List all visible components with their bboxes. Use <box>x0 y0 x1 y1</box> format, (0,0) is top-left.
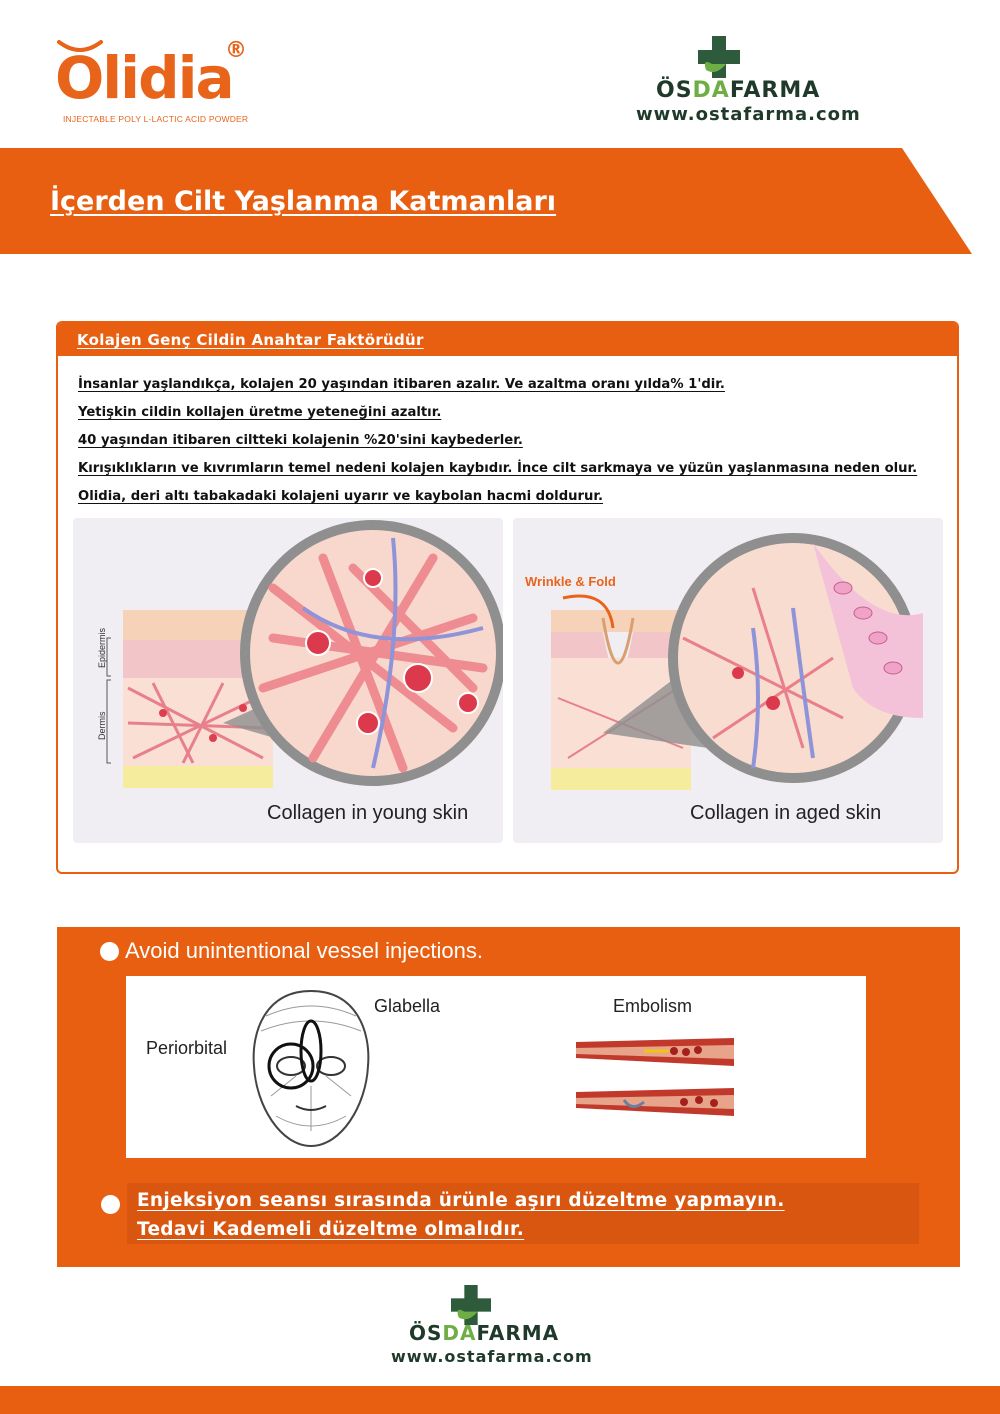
olidia-wordmark: Olidia <box>55 44 233 112</box>
info-line: Yetişkin cildin kollajen üretme yeteneğini azaltır. <box>78 405 442 420</box>
company-name-part1: ÖS <box>656 78 693 103</box>
young-skin-panel <box>73 518 503 843</box>
company-name-part3: FARMA <box>729 78 821 103</box>
pharmacy-cross-icon <box>451 1285 491 1325</box>
registered-mark: ® <box>225 38 247 63</box>
correction-line: Tedavi Kademeli düzeltme olmalıdır. <box>137 1219 525 1240</box>
ostafarma-logo-top <box>636 36 880 126</box>
info-line: Kırışıklıkların ve kıvrımların temel nedeni kolajen kaybıdır. İnce cilt sarkmaya ve yüzün yaşlanmasına neden olur. <box>78 461 918 476</box>
injection-diagram <box>126 976 866 1158</box>
wrinkle-fold-label: Wrinkle & Fold <box>525 574 616 589</box>
info-line: İnsanlar yaşlandıkça, kolajen 20 yaşından itibaren azalır. Ve azaltma oranı yılda% 1'dir. <box>78 377 725 392</box>
embolism-vessel-icon <box>574 1028 739 1138</box>
olidia-tagline: INJECTABLE POLY L-LACTIC ACID POWDER <box>63 114 249 124</box>
pharmacy-cross-icon <box>698 36 740 78</box>
aged-skin-caption: Collagen in aged skin <box>690 802 882 824</box>
periorbital-label: Periorbital <box>146 1038 228 1058</box>
aged-skin-panel <box>513 518 943 843</box>
company-url[interactable]: www.ostafarma.com <box>636 104 861 125</box>
bullet-icon <box>101 1195 120 1214</box>
bullet-icon <box>100 942 119 961</box>
footer-bar <box>0 1386 1000 1414</box>
dermis-label: Dermis <box>97 711 107 740</box>
company-name-part2: DA <box>442 1321 477 1345</box>
page-title: İçerden Cilt Yaşlanma Katmanları <box>50 186 557 217</box>
young-skin-caption: Collagen in young skin <box>267 802 469 824</box>
olidia-logo <box>55 38 275 133</box>
collagen-info-box <box>56 321 959 874</box>
collagen-box-title: Kolajen Genç Cildin Anahtar Faktörüdür <box>77 331 424 349</box>
correction-line: Enjeksiyon seansı sırasında ürünle aşırı düzeltme yapmayın. <box>137 1190 785 1211</box>
ostafarma-logo-bottom <box>391 1285 635 1375</box>
face-muscle-icon <box>236 986 386 1151</box>
company-name-part2: DA <box>692 78 730 103</box>
info-line: 40 yaşından itibaren ciltteki kolajenin %20'sini kaybederler. <box>78 433 523 448</box>
company-name-part1: ÖS <box>409 1321 443 1345</box>
company-url[interactable]: www.ostafarma.com <box>391 1347 593 1366</box>
aged-skin-illustration <box>513 518 943 808</box>
avoid-vessel-text: Avoid unintentional vessel injections. <box>125 938 483 963</box>
info-line: Olidia, deri altı tabakadaki kolajeni uyarır ve kaybolan hacmi doldurur. <box>78 489 604 504</box>
glabella-label: Glabella <box>374 996 441 1016</box>
young-skin-illustration <box>73 518 503 808</box>
epidermis-label: Epidermis <box>97 627 107 668</box>
company-name-part3: FARMA <box>476 1321 560 1345</box>
embolism-label: Embolism <box>613 996 693 1016</box>
